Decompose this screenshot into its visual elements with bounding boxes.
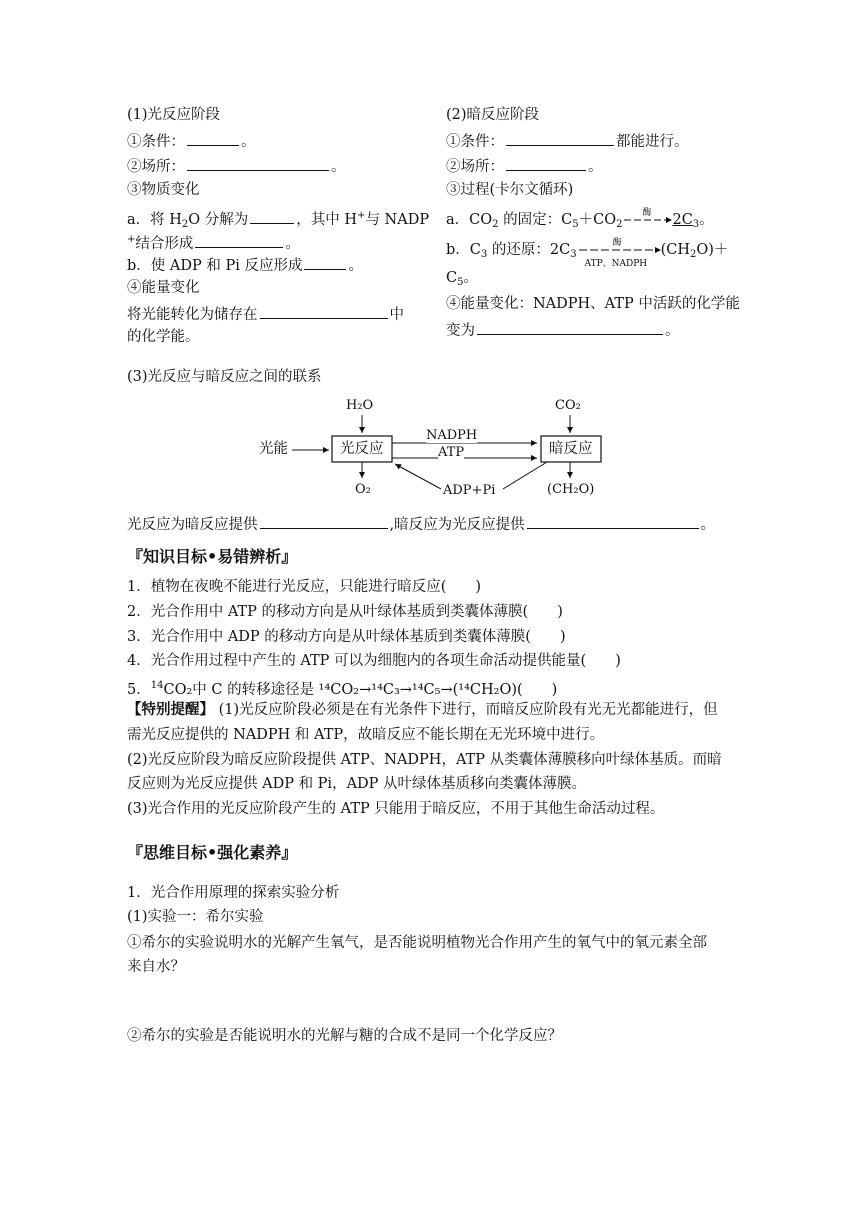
answer-blank[interactable] (506, 130, 614, 146)
experiment-1-title: (1)实验一：希尔实验 (127, 909, 264, 925)
ch2o-label: (CH₂O) (547, 482, 595, 497)
dark-process-heading: ③过程(卡尔文循环) (446, 182, 574, 198)
adp-return-line2 (395, 464, 441, 489)
judge-item-3: 3．光合作用中 ADP 的移动方向是从叶绿体基质到类囊体薄膜( ) (127, 629, 566, 645)
light-matter-a-line1: a．将 $H_2O$ 分解为 ，其中 H+与 NADP (127, 210, 430, 230)
dark-energy-line2: 变为 。 (446, 319, 680, 341)
tip-line5: (3)光合作用的光反应阶段产生的 ATP 只能用于暗反应，不用于其他生命活动过程。 (127, 801, 665, 817)
answer-blank[interactable] (260, 303, 388, 319)
o2-label: O₂ (355, 482, 371, 497)
judge-item-2: 2．光合作用中 ATP 的移动方向是从叶绿体基质到类囊体薄膜( ) (127, 604, 563, 620)
light-place-line: ②场所： 。 (127, 155, 346, 177)
tip-line1: 【特别提醒】 (1)光反应阶段必须是在有光条件下进行，而暗反应阶段有光无光都能进行，但 (127, 701, 718, 718)
atp-label: ATP (438, 445, 465, 460)
adp-label: ADP+Pi (443, 483, 496, 498)
answer-blank[interactable] (187, 130, 239, 146)
question-1b: ②希尔的实验是否能说明水的光解与糖的合成不是同一个化学反应？ (127, 1028, 562, 1044)
co2-label: CO₂ (555, 398, 581, 413)
judge-item-1: 1．植物在夜晚不能进行光反应，只能进行暗反应( ) (127, 579, 482, 595)
co2-fixation-line: a．$CO_2$ 的固定：$C_5+CO_2$ 酶 $2C_3$。 (446, 208, 714, 230)
answer-blank[interactable] (187, 155, 329, 171)
thinking-heading: 『思维目标•强化素养』 (127, 843, 298, 862)
dark-energy-line1: ④能量变化：NADPH、ATP 中活跃的化学能 (446, 296, 740, 312)
photosynthesis-diagram (255, 393, 615, 503)
judge-item-5: 5．$^{14}$CO₂中 C 的转移途径是 ¹⁴CO₂→¹⁴C₃→¹⁴C₅→(¹⁴CH₂O)( ) (127, 680, 558, 698)
answer-blank[interactable] (304, 254, 346, 270)
tip-line4: 反应则为光反应提供 ADP 和 Pi，ADP 从叶绿体基质移向类囊体薄膜。 (127, 776, 587, 792)
dark-box-label: 暗反应 (549, 441, 593, 457)
answer-blank[interactable] (477, 319, 663, 335)
tip-label: 【特别提醒】 (127, 701, 214, 718)
h2o-label: H₂O (346, 398, 374, 413)
nadph-label: NADPH (426, 428, 478, 443)
question-1a-line2: 来自水？ (127, 959, 185, 975)
answer-blank[interactable] (250, 208, 294, 224)
answer-blank[interactable] (195, 232, 283, 248)
knowledge-heading: 『知识目标•易错辨析』 (127, 547, 298, 566)
light-box-label: 光反应 (340, 441, 384, 457)
answer-blank[interactable] (506, 155, 586, 171)
light-energy-line1: 将光能转化为储存在 中 (127, 303, 404, 325)
tip-line2: 需光反应提供的 NADPH 和 ATP，故暗反应不能长期在无光环境中进行。 (127, 727, 605, 743)
light-energy-line2: 的化学能。 (127, 329, 200, 345)
dark-condition-line: ①条件： 都能进行。 (446, 130, 689, 152)
light-matter-b-line: b．使 ADP 和 Pi 反应形成 。 (127, 254, 363, 276)
light-matter-a-line2: +结合形成 。 (127, 234, 300, 252)
question-1a-line1: ①希尔的实验说明水的光解产生氧气，是否能说明植物光合作用产生的氧气中的氧元素全部 (127, 935, 707, 951)
c3-reduction-line: b．$C_3$ 的还原：$2C_3$ 酶 ATP、NADPH $(CH_2O)+$ (446, 238, 729, 269)
enzyme-arrow-icon (622, 212, 672, 226)
dark-place-line: ②场所： 。 (446, 155, 603, 177)
question-1-title: 1．光合作用原理的探索实验分析 (127, 885, 340, 901)
light-matter-heading: ③物质变化 (127, 182, 200, 198)
light-condition-line: ①条件： 。 (127, 130, 256, 152)
dark-reaction-title: (2)暗反应阶段 (446, 107, 540, 123)
adp-return-line1 (503, 462, 547, 489)
light-reaction-title: (1)光反应阶段 (127, 107, 221, 123)
light-energy-heading: ④能量变化 (127, 280, 200, 296)
judge-item-4: 4．光合作用过程中产生的 ATP 可以为细胞内的各项生命活动提供能量( ) (127, 653, 621, 669)
tip-line3: (2)光反应阶段为暗反应阶段提供 ATP、NADPH，ATP 从类囊体薄膜移向叶绿体基质。而暗 (127, 752, 722, 768)
answer-blank[interactable] (527, 513, 699, 529)
link-sentence: 光反应为暗反应提供 ,暗反应为光反应提供 。 (127, 513, 715, 535)
light-energy-label: 光能 (259, 441, 288, 457)
answer-blank[interactable] (260, 513, 388, 529)
c5-line: $C_5$。 (446, 270, 478, 288)
link-title: (3)光反应与暗反应之间的联系 (127, 369, 322, 385)
